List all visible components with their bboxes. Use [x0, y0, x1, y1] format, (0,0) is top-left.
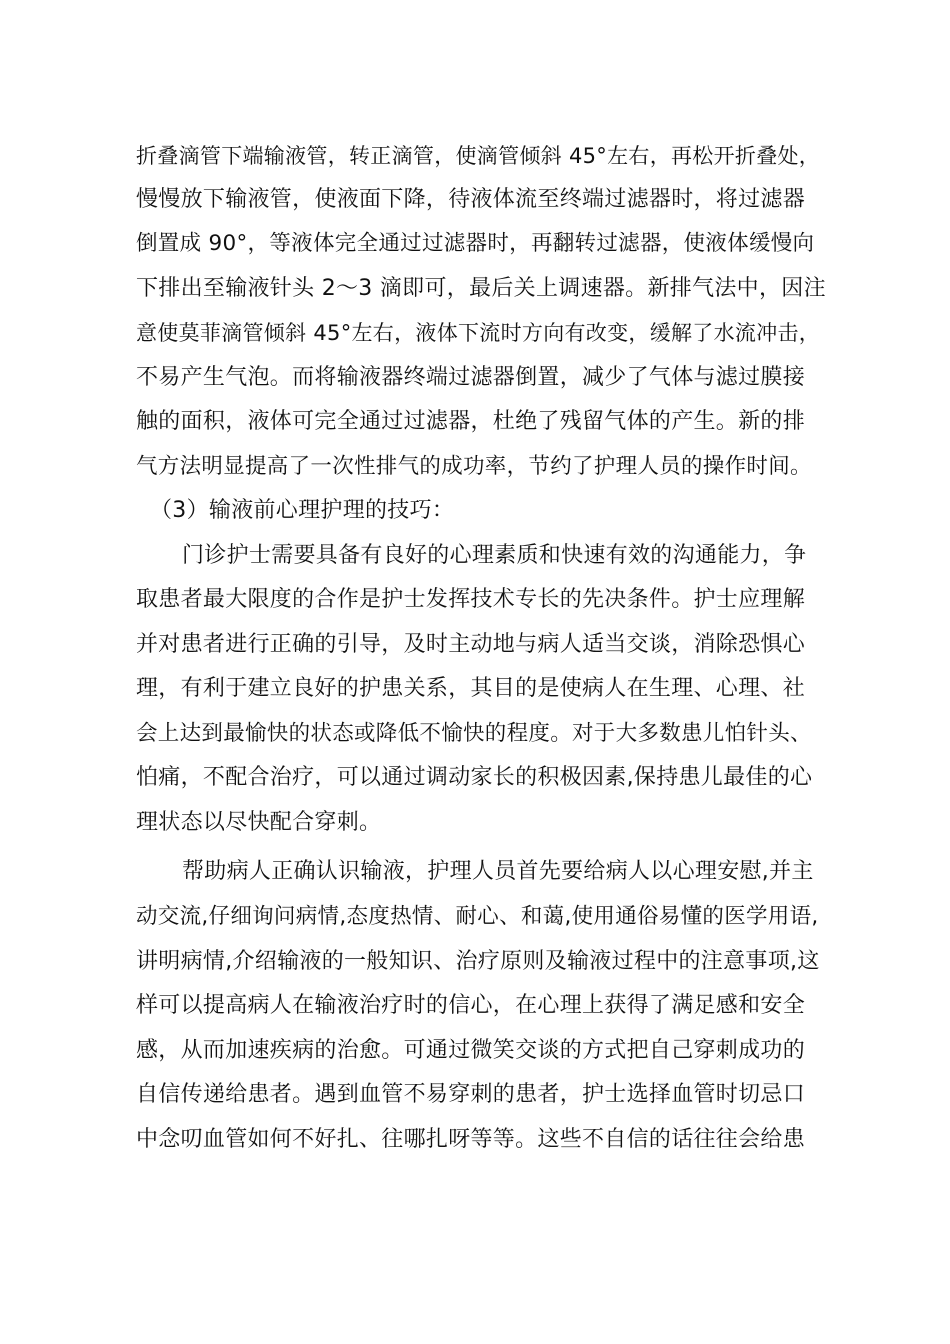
text-line: 样可以提高病人在输液治疗时的信心，在心理上获得了满足感和安全: [136, 993, 806, 1018]
text-line: 倒置成 90°，等液体完全通过过滤器时，再翻转过滤器，使液体缓慢向: [136, 231, 815, 256]
text-line: 感，从而加速疾病的治愈。可通过微笑交谈的方式把自己穿刺成功的: [136, 1038, 806, 1063]
text-line: 触的面积，液体可完全通过过滤器，杜绝了残留气体的产生。新的排: [136, 409, 806, 434]
text-line: 意使莫菲滴管倾斜 45°左右，液体下流时方向有改变，缓解了水流冲击，: [136, 321, 821, 345]
text-line: 中念叨血管如何不好扎、往哪扎呀等等。这些不自信的话往往会给患: [136, 1127, 806, 1152]
text-line: 并对患者进行正确的引导，及时主动地与病人适当交谈，消除恐惧心: [136, 632, 806, 657]
text-line: 气方法明显提高了一次性排气的成功率，节约了护理人员的操作时间。: [136, 454, 812, 479]
text-line: 怕痛，不配合治疗，可以通过调动家长的积极因素,保持患儿最佳的心: [136, 765, 813, 790]
text-line: 自信传递给患者。遇到血管不易穿刺的患者，护士选择血管时切忌口: [136, 1082, 806, 1107]
text-line: 理，有利于建立良好的护患关系，其目的是使病人在生理、心理、社: [136, 676, 806, 701]
text-line: 下排出至输液针头 2～3 滴即可，最后关上调速器。新排气法中，因注: [136, 276, 826, 301]
text-line: 理状态以尽快配合穿刺。: [136, 810, 382, 835]
text-line: 慢慢放下输液管，使液面下降，待液体流至终端过滤器时，将过滤器: [136, 187, 806, 212]
text-line: 会上达到最愉快的状态或降低不愉快的程度。对于大多数患儿怕针头、: [136, 721, 812, 746]
text-line: 不易产生气泡。而将输液器终端过滤器倒置，减少了气体与滤过膜接: [136, 365, 806, 390]
text-line: 取患者最大限度的合作是护士发挥技术专长的先决条件。护士应理解: [136, 587, 806, 612]
paragraph-first-line: 帮助病人正确认识输液，护理人员首先要给病人以心理安慰,并主: [182, 859, 814, 884]
text-line: 动交流,仔细询问病情,态度热情、耐心、和蔼,使用通俗易懂的医学用语,: [136, 904, 819, 929]
text-line: 折叠滴管下端输液管，转正滴管，使滴管倾斜 45°左右，再松开折叠处，: [136, 144, 821, 168]
paragraph-first-line: 门诊护士需要具备有良好的心理素质和快速有效的沟通能力，争: [182, 543, 807, 568]
section-heading: （3）输液前心理护理的技巧：: [150, 498, 455, 523]
text-line: 讲明病情,介绍输液的一般知识、治疗原则及输液过程中的注意事项,这: [136, 949, 820, 974]
